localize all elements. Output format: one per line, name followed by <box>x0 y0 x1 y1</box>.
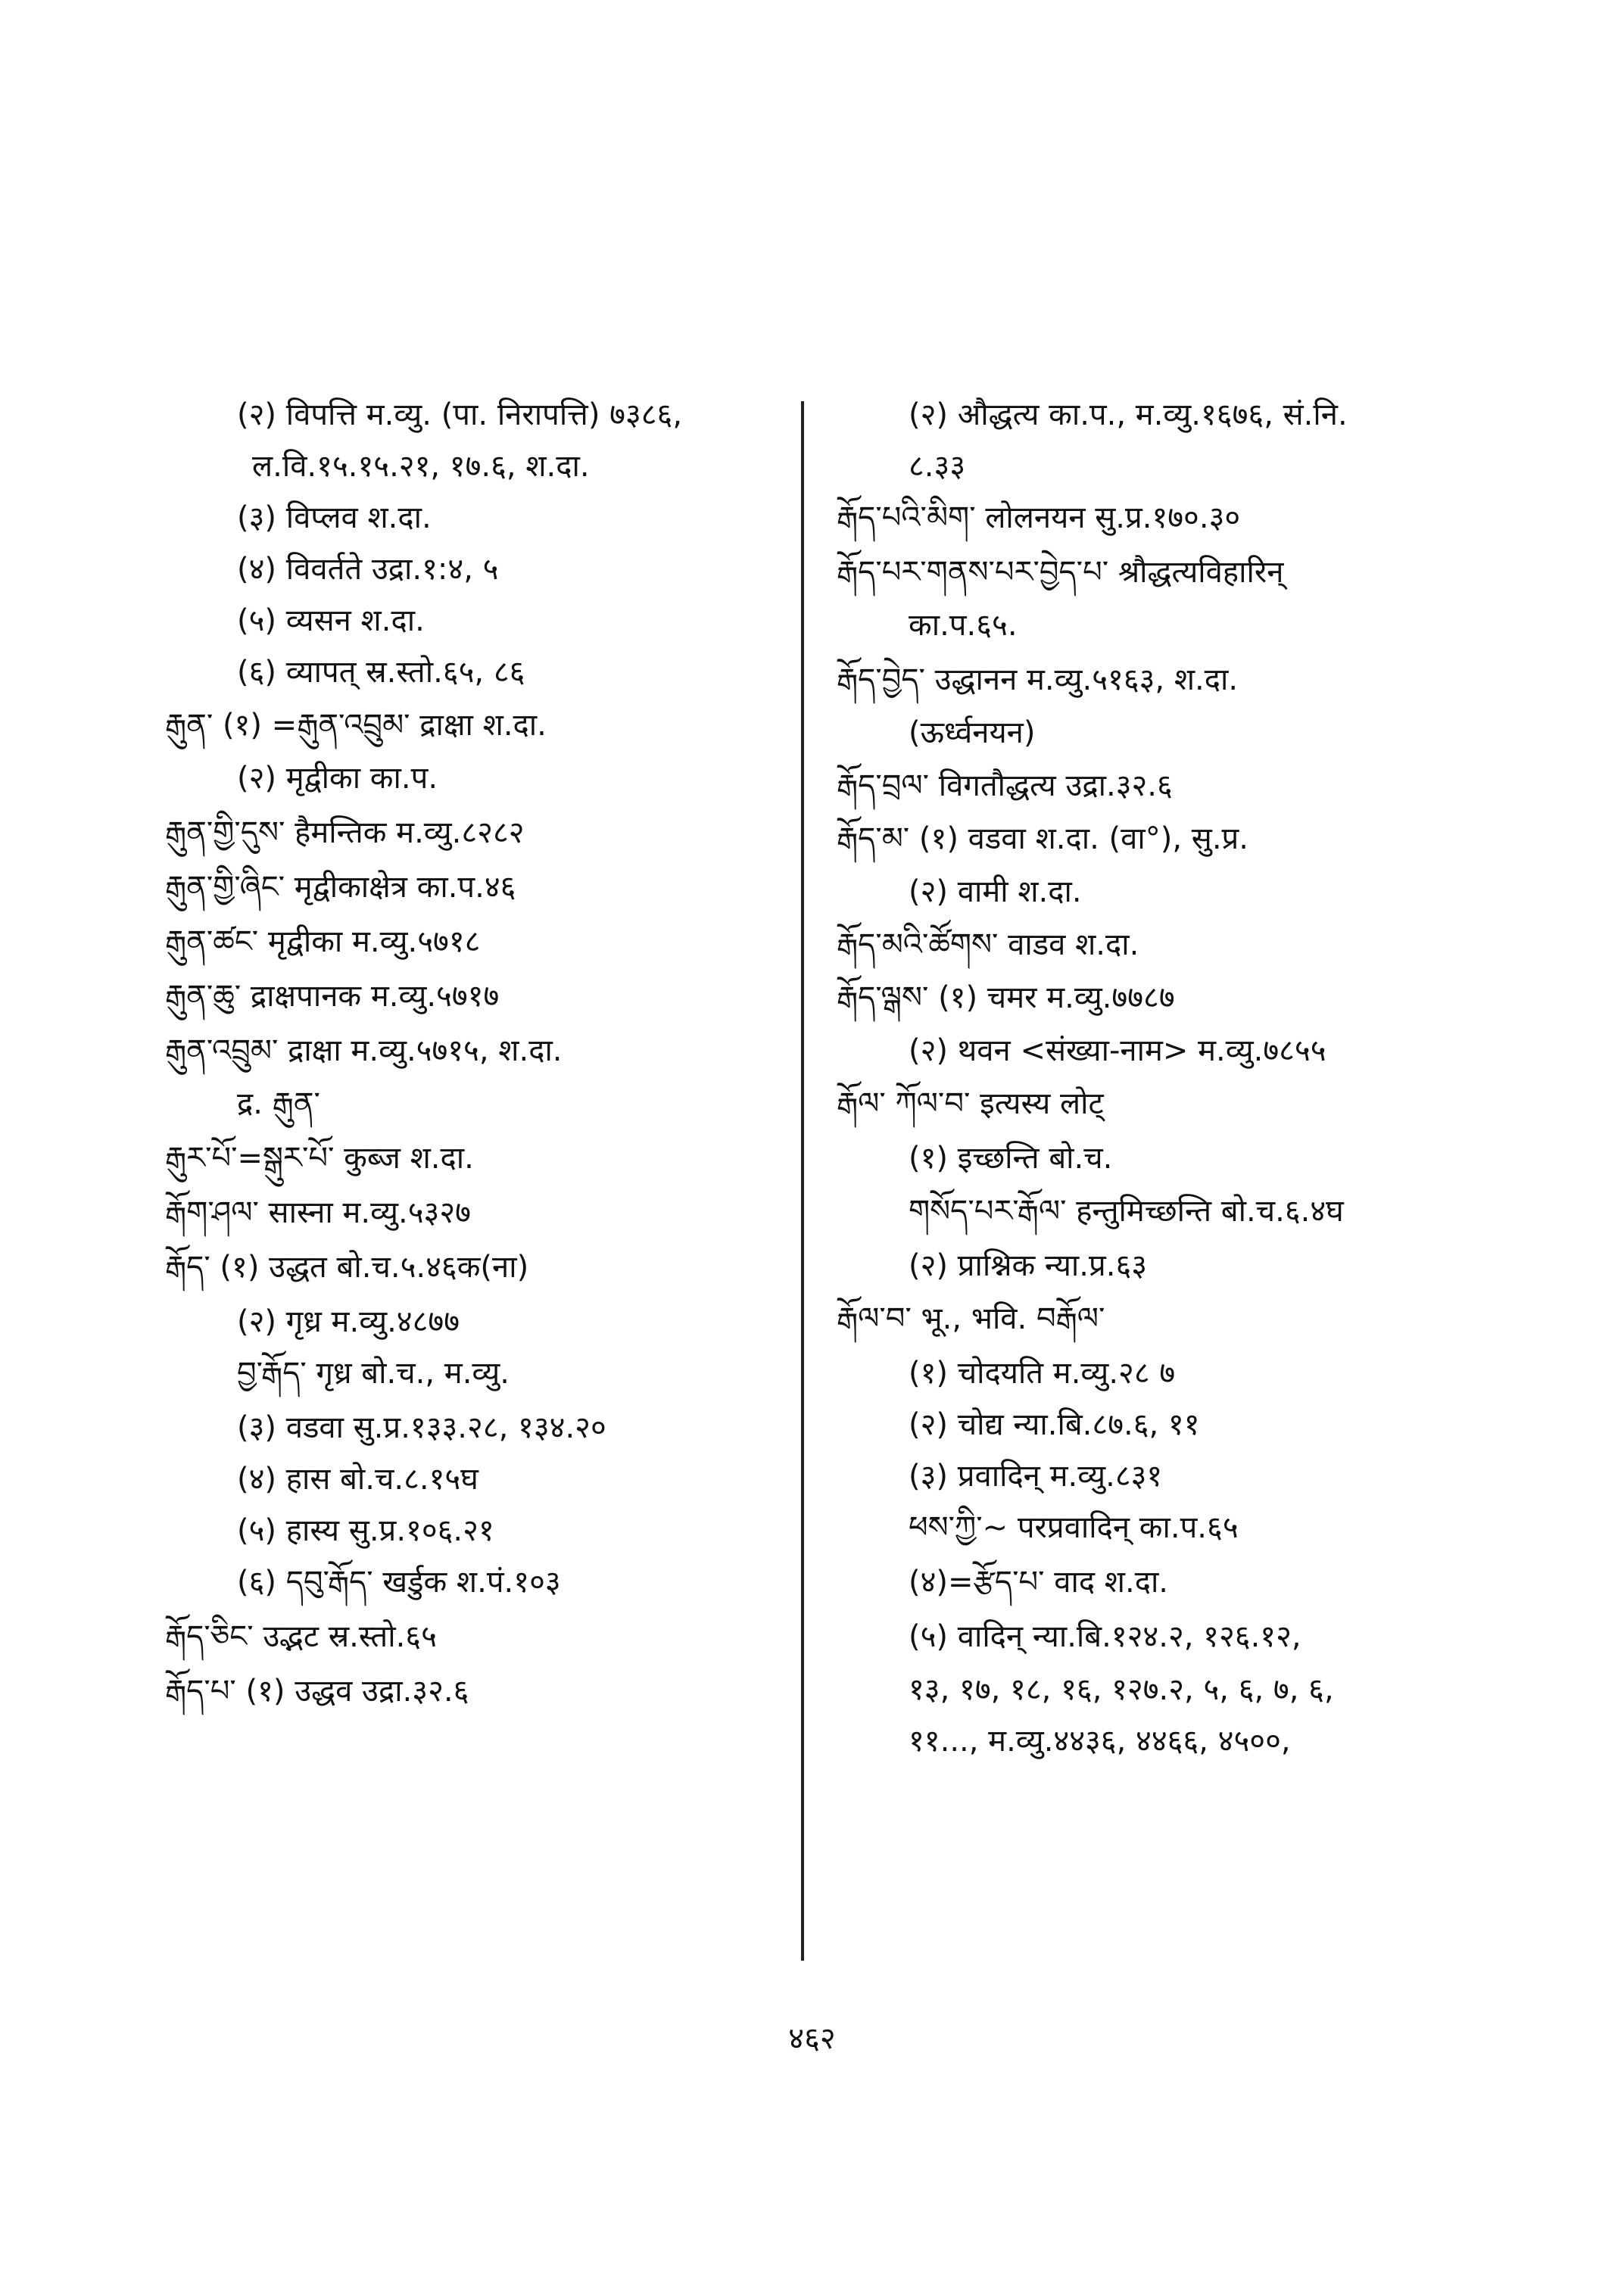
entry-line: (ऊर्ध्वनयन) <box>909 715 1036 750</box>
entry-line: (२) थवन <संख्या-नाम> म.व्यु.७८५५ <box>909 1033 1326 1068</box>
headword-line: རྒུན་འབྲུམ་ द्राक्षा म.व्यु.५७१५, श.दा. <box>165 1033 563 1068</box>
entry-line: का.प.६५. <box>909 608 1018 643</box>
entry-line: གསོད་པར་རྒོལ་ हन्तुमिच्छन्ति बो.च.६.४घ <box>909 1194 1344 1229</box>
headword-line: རྒོད་ཅིང་ उद्भट स्र.स्तो.६५ <box>165 1619 437 1654</box>
column-divider <box>801 401 804 1961</box>
entry-line: (५) व्यसन श.दा. <box>237 603 425 638</box>
headword-line: རྒུན་གྱི་དུས་ हैमन्तिक म.व्यु.८२८२ <box>165 815 525 850</box>
headword-line: རྒོད་ (१) उद्धत बो.च.५.४६क(ना) <box>165 1250 529 1285</box>
entry-line: (४)=རྩོད་པ་ वाद श.दा. <box>909 1565 1169 1600</box>
headword-line: རྒོལ་བ་ भू., भवि. བརྒོལ་ <box>837 1301 1105 1336</box>
entry-line: (५) वादिन् न्या.बि.१२४.२, १२६.१२, <box>909 1619 1301 1654</box>
headword-line: རྒོད་མ་ (१) वडवा श.दा. (वा°), सु.प्र. <box>837 821 1249 856</box>
entry-line: ११..., म.व्यु.४४३६, ४४६६, ४५००, <box>909 1724 1291 1759</box>
headword-line: རྒུན་གྱི་ཞིང་ मृद्वीकाक्षेत्र का.प.४६ <box>165 870 516 905</box>
page-number: ४६२ <box>788 2021 836 2056</box>
entry-line: (२) विपत्ति म.व्यु. (पा. निरापत्ति) ७३८६, <box>237 397 683 432</box>
headword-line: རྒོད་པར་གནས་པར་བྱེད་པ་ श्रौद्धत्यविहारिन् <box>837 555 1284 590</box>
entry-line: (६) དབུ་རྒོད་ खर्डुक श.पं.१०३ <box>237 1565 561 1600</box>
entry-line: द्र. རྒུན་ <box>237 1086 320 1121</box>
entry-line: བྱ་རྒོད་ गृध्र बो.च., म.व्यु. <box>237 1356 510 1391</box>
headword-line: རྒོལ་ ཀོལ་བ་ इत्यस्य लोट् <box>837 1086 1104 1121</box>
headword-line: རྒུར་པོ་=སྒུར་པོ་ कुब्ज श.दा. <box>165 1141 474 1176</box>
entry-line: (५) हास्य सु.प्र.१०६.२१ <box>237 1513 494 1548</box>
headword-line: རྒོད་མའི་ཚོགས་ वाडव श.दा. <box>837 927 1139 962</box>
entry-line: (२) मृद्वीका का.प. <box>237 761 438 796</box>
headword-line: རྒོད་ལྒས་ (१) चमर म.व्यु.७७८७ <box>837 980 1175 1015</box>
headword-line: རྒུན་ཚང་ मृद्वीका म.व्यु.५७१८ <box>165 924 481 959</box>
entry-line: (३) विप्लव श.दा. <box>237 500 432 535</box>
headword-line: རྒོག་ཤལ་ सास्ना म.व्यु.५३२७ <box>165 1195 471 1230</box>
headword-line: རྒོད་བྲལ་ विगतौद्धत्य उद्रा.३२.६ <box>837 768 1173 803</box>
entry-line: (१) इच्छन्ति बो.च. <box>909 1141 1113 1176</box>
entry-line: (३) प्रवादिन् म.व्यु.८३१ <box>909 1459 1163 1494</box>
entry-line: (२) औद्धत्य का.प., म.व्यु.१६७६, सं.नि. <box>909 397 1348 432</box>
entry-line: ཕས་ཀྱི་~ परप्रवादिन् का.प.६५ <box>909 1510 1239 1545</box>
headword-line: རྒོད་པའི་མིག་ लोलनयन सु.प्र.१७०.३० <box>837 500 1241 535</box>
entry-line: ८.३३ <box>909 449 966 484</box>
entry-line: १३, १७, १८, १६, १२७.२, ५, ६, ७, ६, <box>909 1672 1334 1707</box>
entry-line: (६) व्यापत् स्र.स्तो.६५, ८६ <box>237 655 525 690</box>
entry-line: (२) गृध्र म.व्यु.४८७७ <box>237 1304 460 1339</box>
entry-line: (१) चोदयति म.व्यु.२८ ७ <box>909 1356 1176 1391</box>
headword-line: རྒུན་ (१) =རྒུན་འབྲུམ་ द्राक्षा श.दा. <box>165 708 547 743</box>
headword-line: རྒུན་ཆུ་ द्राक्षपानक म.व्यु.५७१७ <box>165 979 500 1014</box>
entry-line: (४) हास बो.च.८.१५घ <box>237 1462 478 1497</box>
headword-line: རྒོད་པ་ (१) उद्धव उद्रा.३२.६ <box>165 1674 469 1709</box>
headword-line: རྒོད་བྱེད་ उद्धानन म.व्यु.५१६३, श.दा. <box>837 662 1239 697</box>
entry-line: (२) प्राश्निक न्या.प्र.६३ <box>909 1248 1148 1283</box>
entry-line: (३) वडवा सु.प्र.१३३.२८, १३४.२० <box>237 1410 606 1445</box>
entry-line: (२) चोद्य न्या.बि.८७.६, ११ <box>909 1407 1200 1442</box>
entry-line: ल.वि.१५.१५.२१, १७.६, श.दा. <box>252 449 590 484</box>
entry-line: (२) वामी श.दा. <box>909 874 1082 909</box>
entry-line: (४) विवर्तते उद्रा.१:४, ५ <box>237 552 499 587</box>
